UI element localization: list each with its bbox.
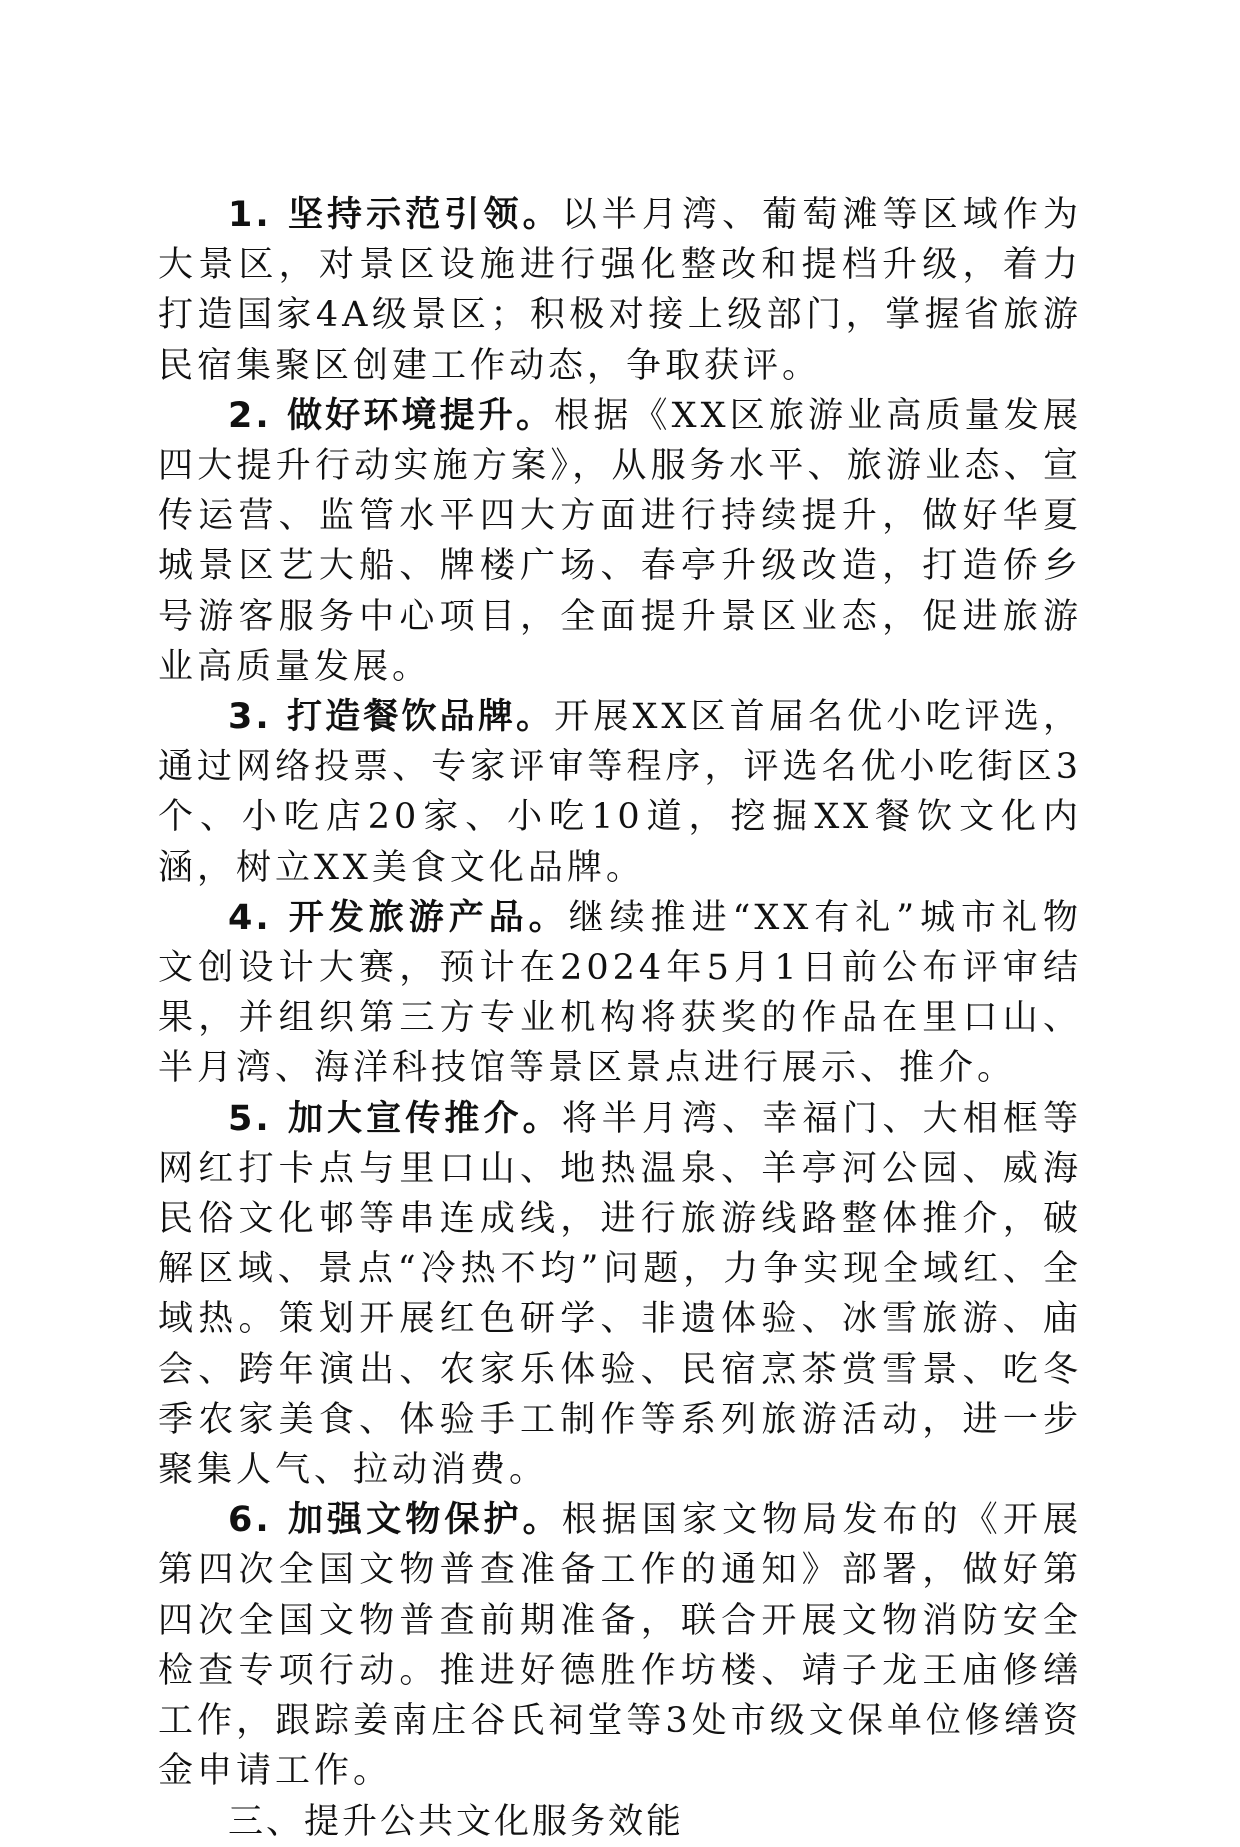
paragraph-5-body: 将半月湾、幸福门、大相框等网红打卡点与里口山、地热温泉、羊亭河公园、威海民俗文化邨等串连成线，进行旅游线路整体推介，破解区域、景点“冷热不均”问题，力争实现全域红、全域热。策划开展红色研学、非遗体验、冰雪旅游、庙会、跨年演出、农家乐体验、民宿烹茶赏雪景、吃冬季农家美食、体验手工制作等系列旅游活动，进一步聚集人气、拉动消费。 [158,1098,1082,1491]
paragraph-5 [158,1094,1082,1496]
paragraph-4-heading: 4. 开发旅游产品。 [228,897,569,938]
paragraph-2-heading: 2. 做好环境提升。 [228,395,555,436]
paragraph-6-heading: 6. 加强文物保护。 [228,1500,562,1541]
document-body [158,190,1082,1847]
paragraph-1 [158,190,1082,391]
paragraph-6-body: 根据国家文物局发布的《开展第四次全国文物普查准备工作的通知》部署，做好第四次全国文物普查前期准备，联合开展文物消防安全检查专项行动。推进好德胜作坊楼、靖子龙王庙修缮工作，跟踪姜南庄谷氏祠堂等3处市级文保单位修缮资金申请工作。 [158,1500,1082,1792]
paragraph-3 [158,692,1082,893]
paragraph-6 [158,1495,1082,1796]
paragraph-1-body: 以半月湾、葡萄滩等区域作为大景区，对景区设施进行强化整改和提档升级，着力打造国家4A级景区；积极对接上级部门，掌握省旅游民宿集聚区创建工作动态，争取获评。 [158,195,1082,386]
paragraph-3-heading: 3. 打造餐饮品牌。 [228,697,555,738]
paragraph-4 [158,893,1082,1094]
paragraph-3-body: 开展XX区首届名优小吃评选，通过网络投票、专家评审等程序，评选名优小吃街区3个、小吃店20家、小吃10道，挖掘XX餐饮文化内涵，树立XX美食文化品牌。 [158,697,1082,888]
paragraph-5-heading: 5. 加大宣传推介。 [228,1098,562,1139]
paragraph-2 [158,391,1082,692]
paragraph-1-heading: 1. 坚持示范引领。 [228,195,562,235]
paragraph-4-body: 继续推进“XX有礼”城市礼物文创设计大赛，预计在2024年5月1日前公布评审结果，并组织第三方专业机构将获奖的作品在里口山、半月湾、海洋科技馆等景区景点进行展示、推介。 [158,897,1082,1089]
paragraph-2-body: 根据《XX区旅游业高质量发展四大提升行动实施方案》，从服务水平、旅游业态、宣传运营、监管水平四大方面进行持续提升，做好华夏城景区艺大船、牌楼广场、春亭升级改造，打造侨乡号游客服务中心项目，全面提升景区业态，促进旅游业高质量发展。 [158,395,1082,687]
section-heading: 三、提升公共文化服务效能 [228,1801,685,1842]
